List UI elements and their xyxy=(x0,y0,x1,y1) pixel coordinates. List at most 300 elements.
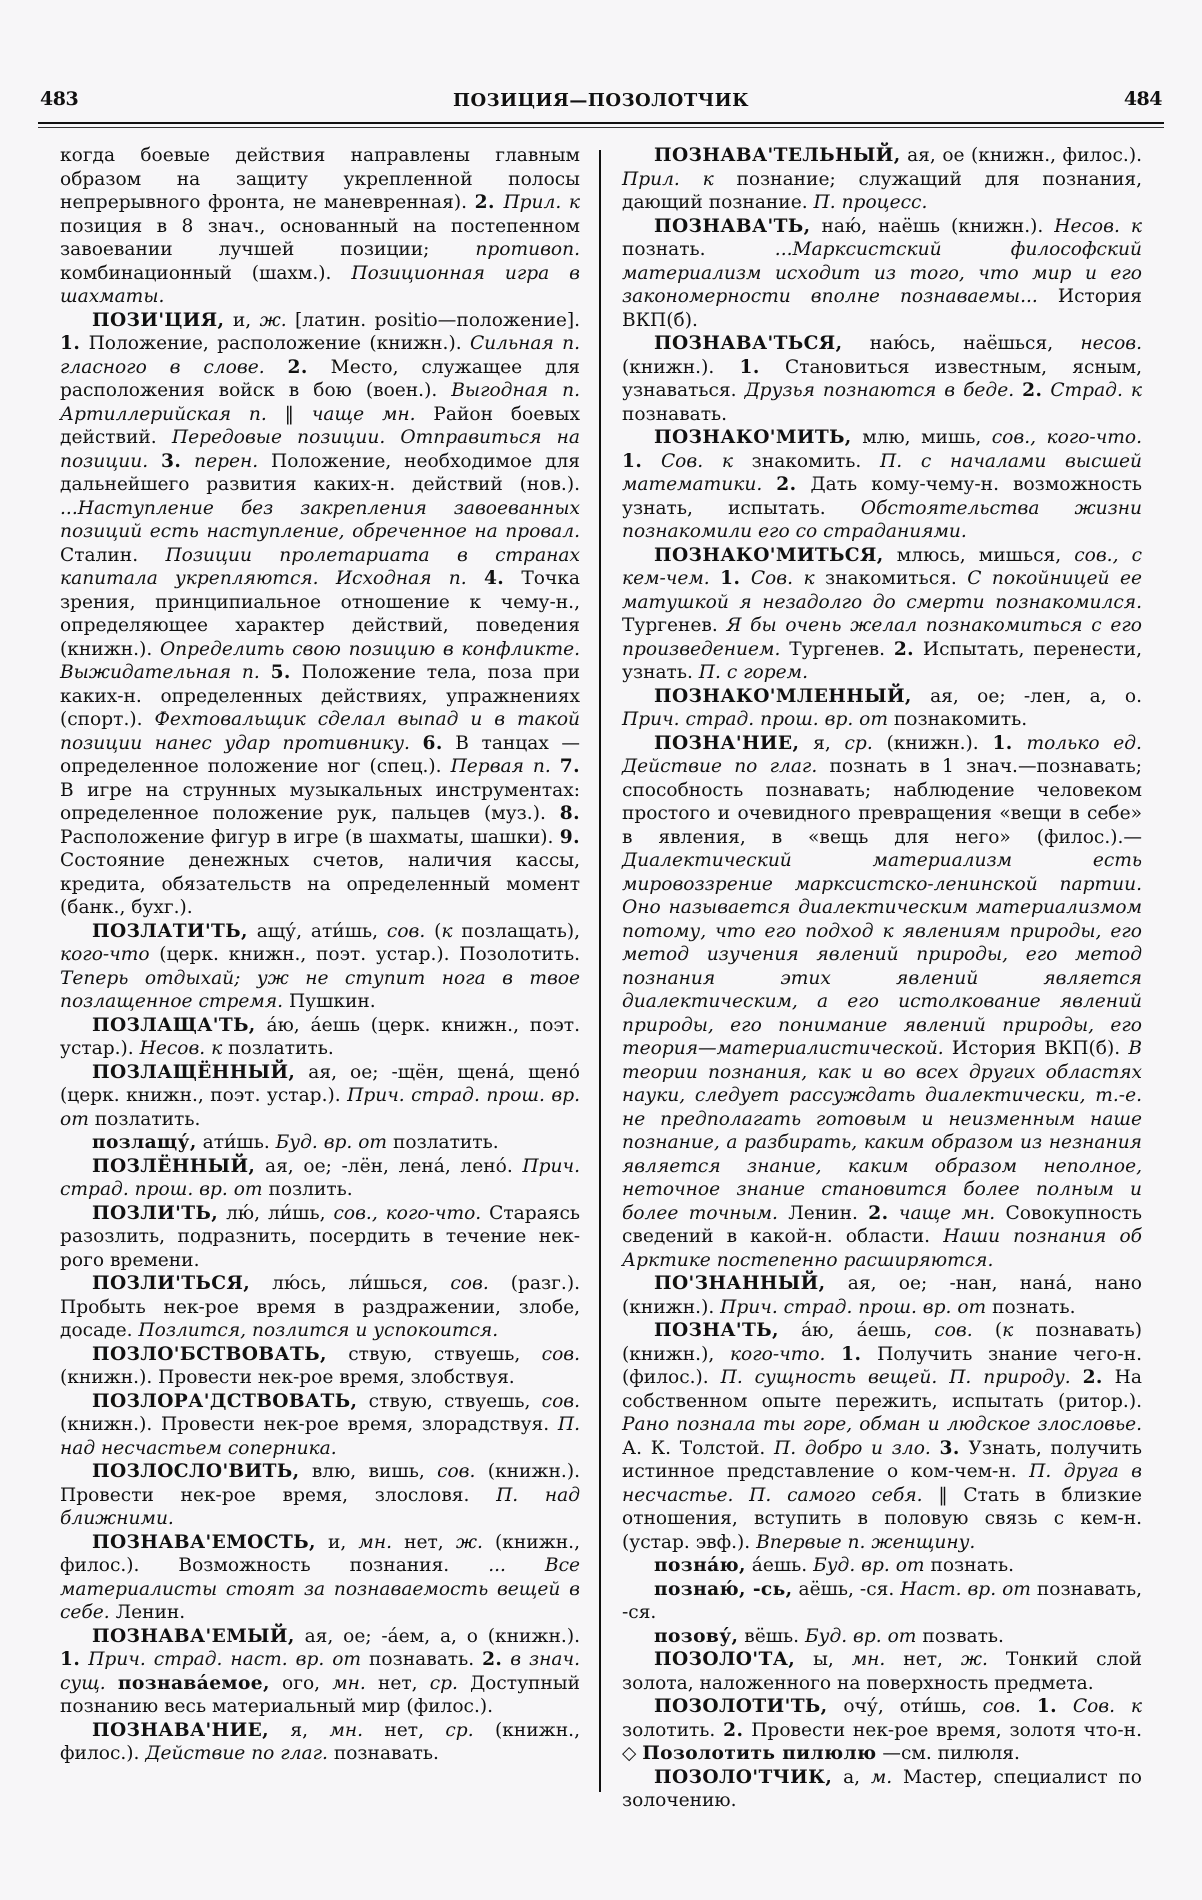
headword: ПОЗЛОРА'ДСТВОВАТЬ, xyxy=(92,1390,358,1412)
dictionary-entry xyxy=(60,1061,580,1132)
dictionary-entry xyxy=(622,1625,1142,1649)
entry-text: Прил. xyxy=(503,192,562,213)
entry-text: сов. xyxy=(541,1343,580,1365)
dictionary-entry xyxy=(60,1460,580,1531)
entry-text: а́ешь. xyxy=(745,1555,814,1576)
headword: ПОЗЛИ'ТЬСЯ, xyxy=(92,1273,251,1294)
entry-text: к xyxy=(441,920,453,942)
headword: ПОЗЛО'БСТВОВАТЬ, xyxy=(92,1343,327,1365)
dictionary-entry xyxy=(60,309,580,920)
entry-text: познать. xyxy=(924,1555,1014,1576)
headword: ПОЗНАКО'МЛЕННЫЙ, xyxy=(654,685,912,707)
entry-text: Несов. xyxy=(1054,215,1120,237)
entry-text: позлатить. xyxy=(387,1132,499,1153)
dictionary-entry xyxy=(622,1272,1142,1319)
entry-text xyxy=(762,474,776,495)
entry-text: познавать, -ся. xyxy=(622,1578,1142,1623)
entry-text: 1. xyxy=(60,1649,81,1670)
entry-text: Я бы очень желал познакомиться с его произведением. xyxy=(622,615,1142,660)
header-rule-thick xyxy=(38,122,1164,124)
entry-text: Расположение фигур в игре (в шахматы, шашки). xyxy=(60,826,560,848)
entry-text: Тонкий слой золота, наложенного на поверхность предмета. xyxy=(622,1649,1142,1694)
entry-text: чаще мн. xyxy=(311,403,416,425)
entry-text: нет, xyxy=(391,1531,456,1553)
entry-text: сов. xyxy=(934,1320,973,1341)
entry-text xyxy=(710,568,720,589)
entry-text: ствую, ствуешь, xyxy=(357,1390,542,1412)
entry-text xyxy=(642,451,661,472)
entry-text: когда боевые действия направлены главным образом на защиту укрепленной полосы непрерывного фронта, не маневренная). xyxy=(60,145,580,213)
entry-text: только ед. Действие по глаг. xyxy=(622,732,1142,777)
entry-text: А. К. Толстой. xyxy=(622,1437,775,1459)
entry-text: к xyxy=(1130,1696,1142,1717)
entry-text: очу́, оти́шь, xyxy=(827,1696,983,1717)
column-divider xyxy=(599,150,601,1792)
entry-text: Район боевых действий. xyxy=(60,403,580,448)
entry-text: я, xyxy=(269,1719,330,1741)
entry-text: ая, ое; -лён, лена́, лено́. xyxy=(255,1155,523,1177)
entry-text: сов. xyxy=(982,1696,1021,1717)
entry-text: знакомить. xyxy=(732,450,881,472)
entry-text: Впервые п. женщину. xyxy=(756,1531,976,1553)
entry-text xyxy=(1120,216,1131,237)
dictionary-entry xyxy=(622,1319,1142,1554)
entry-text xyxy=(1123,380,1131,401)
entry-text xyxy=(561,192,569,213)
headword: ПОЗЛЁННЫЙ, xyxy=(92,1155,256,1177)
entry-text: Совокупность сведений в какой-н. области. xyxy=(622,1202,1142,1247)
entry-text: ы, xyxy=(795,1649,852,1670)
entry-text xyxy=(740,568,750,589)
entry-text: В танцах — определенное положение ног (спец.). xyxy=(60,732,580,777)
entry-text: позвать. xyxy=(916,1625,1004,1647)
entry-text: познава́емое, xyxy=(117,1672,270,1694)
entry-text: а, xyxy=(832,1766,871,1788)
entry-text: 1. xyxy=(992,732,1013,754)
entry-text: (книжн.). xyxy=(872,732,993,754)
entry-text: П. над ближними. xyxy=(60,1484,581,1529)
entry-text: Действие по глаг. xyxy=(145,1743,328,1764)
entry-text: комбинационный (шахм.). xyxy=(60,262,352,284)
entry-text: (книжн.). Провести нек-рое время, злобствуя. xyxy=(60,1367,515,1388)
entry-text: ... Все материалисты стоят за познаваемость вещей в себе. xyxy=(60,1555,580,1623)
entry-text: ати́шь. xyxy=(196,1132,276,1153)
headword: ПОЗЛАЩЁННЫЙ, xyxy=(92,1061,296,1083)
entry-text: 3. xyxy=(161,450,182,472)
entry-text: Испытать, перенести, узнать. xyxy=(622,638,1142,683)
entry-text: и, xyxy=(315,1531,359,1553)
entry-text: противоп. xyxy=(475,239,580,260)
entry-text: ащу́, ати́шь, xyxy=(247,920,387,942)
headword: ПОЗОЛОТИ'ТЬ, xyxy=(654,1696,828,1717)
headword: ПОЗЛАТИ'ТЬ, xyxy=(92,920,248,942)
entry-text: нет, xyxy=(365,1672,430,1694)
entry-text: Положение, расположение (книжн.). xyxy=(80,333,470,354)
entry-text: 1. xyxy=(739,356,760,378)
entry-text: познать. xyxy=(622,239,775,260)
entry-text: 2. xyxy=(287,356,308,378)
entry-text: 1. xyxy=(1036,1696,1058,1717)
entry-text: 2. xyxy=(893,638,915,660)
entry-text: Положение тела, поза при каких-н. определенных действиях, упражнениях (спорт.). xyxy=(60,662,580,730)
entry-text: сов., кого-что. xyxy=(333,1202,482,1224)
headword: ПОЗОЛО'ТА, xyxy=(654,1649,796,1670)
entry-text: Несов. xyxy=(139,1038,206,1059)
entry-text: мн. xyxy=(332,1672,366,1694)
headword: позову́, xyxy=(654,1625,739,1647)
entry-text: Узнать, получить истинное представление о ком-чем-н. xyxy=(622,1437,1142,1482)
entry-text: Сильная п. гласного в слове. xyxy=(60,333,580,378)
entry-text: к xyxy=(1002,1320,1014,1341)
entry-text: к xyxy=(568,192,580,213)
entry-text: 8. xyxy=(559,803,580,824)
entry-text: сов. xyxy=(450,1273,489,1294)
entry-text: 1. xyxy=(841,1343,862,1365)
entry-text: мн. xyxy=(358,1531,392,1553)
entry-text: Прич. страд. прош. вр. от xyxy=(622,709,888,730)
headword: ПОЗОЛО'ТЧИК, xyxy=(654,1766,833,1788)
entry-text xyxy=(931,1438,940,1459)
entry-text: лю́, ли́шь, xyxy=(218,1202,334,1224)
entry-text: ж. xyxy=(960,1649,988,1670)
entry-text: История ВКП(б). xyxy=(622,286,1143,331)
entry-text: Позиции пролетариата в странах капитала укрепляются. Исходная п. xyxy=(60,544,580,589)
dictionary-entry xyxy=(622,144,1142,215)
entry-text: 2. xyxy=(482,1649,503,1670)
headword: ПОЗНАВА'ТЕЛЬНЫЙ, xyxy=(654,145,901,166)
dictionary-entry xyxy=(60,1202,580,1273)
dictionary-entry xyxy=(622,544,1142,685)
headword: ПОЗНАКО'МИТЬ, xyxy=(654,427,852,448)
entry-text: позлатить. xyxy=(88,1108,201,1130)
entry-text: Сов. xyxy=(660,450,704,472)
entry-text: П. сущность вещей. П. природу. xyxy=(720,1367,1071,1388)
entry-text: млю, мишь, xyxy=(851,427,992,448)
headword: ПОЗНАВА'ТЬСЯ, xyxy=(654,333,843,354)
column-right xyxy=(622,144,1142,1813)
headword: познаю́, -сь, xyxy=(654,1578,793,1600)
entry-text xyxy=(106,1673,118,1694)
entry-text: ср. xyxy=(429,1672,458,1694)
entry-text: кого-что xyxy=(60,944,150,965)
headword: ПОЗНАВА'ТЬ, xyxy=(654,215,811,237)
entry-text: Выгодная п. Артиллерийская п. xyxy=(60,380,581,425)
entry-text: 2. xyxy=(776,474,797,495)
entry-text: ‖ xyxy=(266,403,312,425)
dictionary-entry xyxy=(622,1695,1142,1766)
entry-text: Пушкин. xyxy=(283,991,376,1012)
entry-text: познавать. xyxy=(327,1743,439,1764)
entry-text: Прил. xyxy=(622,168,680,190)
entry-text: познать в 1 знач.—познавать; способность познавать; наблюдение человеком простого и очевидного превращения «вещи в себе» в явления, в «вещь для него» (филос.).— xyxy=(622,756,1142,848)
entry-text: ...Марксистский философский материализм исходит из того, что мир и его закономерности вполне познаваемы... xyxy=(622,239,1142,307)
dictionary-entry xyxy=(622,1578,1142,1625)
entry-text: а́ю, а́ешь, xyxy=(778,1320,935,1341)
entry-text: наю́сь, наёшься, xyxy=(842,333,1081,354)
entry-text xyxy=(793,568,803,589)
entry-text xyxy=(181,451,194,472)
headword: ПОЗЛАЩА'ТЬ, xyxy=(92,1014,256,1036)
entry-text: Друзья познаются в беде. xyxy=(744,380,1015,401)
entry-text xyxy=(889,1203,899,1224)
entry-text: —см. пилюля. xyxy=(876,1743,1020,1764)
entry-text: (разг.). Пробыть нек-рое время в раздражении, злобе, досаде. xyxy=(60,1273,580,1341)
dictionary-entry xyxy=(622,332,1142,426)
entry-text: Буд. вр. от xyxy=(813,1555,925,1576)
entry-text: Провести нек-рое время, золотя что-н. ◇ xyxy=(622,1719,1142,1764)
entry-text: История ВКП(б). xyxy=(943,1038,1129,1059)
entry-text: 2. xyxy=(1022,380,1043,401)
entry-text: чаще мн. xyxy=(898,1202,996,1224)
column-left xyxy=(60,144,580,1766)
entry-text xyxy=(1115,1696,1131,1717)
entry-text: ‖ Стать в близкие отношения, вступить в половую связь с кем-н. (устар. эвф.). xyxy=(622,1484,1142,1553)
entry-text: [латин. positio—положение]. xyxy=(286,309,581,331)
entry-text: Тургенев. xyxy=(780,638,894,660)
entry-text: (книжн., филос.). xyxy=(60,1719,580,1764)
entry-text: 2. xyxy=(474,192,504,213)
page-number-right: 484 xyxy=(1123,88,1162,110)
entry-text: (книжн., филос.). Возможность познания. xyxy=(60,1531,580,1576)
entry-text: В игре на струнных музыкальных инструментах: определенное положение рук, пальцев (муз.). xyxy=(60,779,580,824)
entry-text: Буд. вр. от xyxy=(275,1132,388,1153)
entry-text: Первая п. xyxy=(450,756,551,777)
entry-text: Дать кому-чему-н. возможность узнать, испытать. xyxy=(622,474,1142,519)
entry-text: вёшь. xyxy=(738,1625,805,1647)
entry-text: 3. xyxy=(939,1437,960,1459)
entry-text: золотить. xyxy=(622,1719,724,1741)
dictionary-entry xyxy=(60,1272,580,1343)
entry-text: Наст. вр. от xyxy=(900,1578,1031,1600)
headword: ПОЗЛОСЛО'ВИТЬ, xyxy=(92,1461,300,1482)
entry-text: 1. xyxy=(60,333,81,354)
dictionary-entry xyxy=(622,1766,1142,1813)
entry-text xyxy=(1071,1367,1083,1388)
entry-text: П. с горем. xyxy=(698,662,808,683)
entry-text: к xyxy=(702,168,714,190)
entry-text: сов. xyxy=(541,1390,580,1412)
entry-text: перен. xyxy=(194,450,259,472)
entry-text: Рано познала ты горе, обман и людское злословье. xyxy=(622,1414,1142,1435)
entry-text: ая, ое; -щён, щена́, щено́ (церк. книжн., поэт. устар.). xyxy=(60,1061,580,1106)
entry-text: Доступный познанию весь материальный мир (филос.). xyxy=(60,1672,580,1717)
entry-text xyxy=(1021,1696,1037,1717)
entry-text: С покойницей ее матушкой я незадолго до смерти познакомился. xyxy=(622,568,1142,613)
entry-text: познавать. xyxy=(361,1649,483,1670)
dictionary-entry xyxy=(622,1648,1142,1695)
entry-text: Фехтовальщик сделал выпад и в такой позиции нанес удар противнику. xyxy=(60,709,580,754)
entry-text: (книжн.). xyxy=(622,356,740,378)
entry-text: Наши познания об Арктике постепенно расширяются. xyxy=(622,1226,1142,1271)
running-head: ПОЗИЦИЯ—ПОЗОЛОТЧИК xyxy=(452,90,750,111)
entry-text: Позиционная игра в шахматы. xyxy=(60,262,580,307)
entry-text: сов., кого-что. xyxy=(991,427,1142,448)
entry-text: Позлится, позлится и успокоится. xyxy=(138,1320,499,1341)
entry-text: Мастер, специалист по золочению. xyxy=(622,1766,1142,1811)
entry-text: ж. xyxy=(455,1531,483,1553)
entry-text: Передовые позиции. Отправиться на позиции. xyxy=(60,427,580,472)
entry-text: ствую, ствуешь, xyxy=(326,1343,542,1365)
dictionary-entry xyxy=(622,685,1142,732)
entry-text: Становиться известным, ясным, узнаваться. xyxy=(622,356,1142,401)
entry-text: к xyxy=(1130,380,1142,401)
entry-text: ср. xyxy=(844,732,873,754)
entry-text: (книжн.). Провести нек-рое время, злорадствуя. xyxy=(60,1414,558,1435)
entry-text xyxy=(551,756,560,777)
entry-text: Тургенев. xyxy=(622,615,727,636)
headword: ПОЗНАВА'ЕМОСТЬ, xyxy=(92,1531,316,1553)
entry-text: мн. xyxy=(329,1719,364,1741)
entry-text: Определить свою позицию в конфликте. Выжидательная п. xyxy=(60,638,580,683)
entry-text: 2. xyxy=(723,1719,744,1741)
entry-text: 2. xyxy=(868,1202,889,1224)
headword: ПОЗНАВА'НИЕ, xyxy=(92,1719,270,1741)
entry-text: аёшь, -ся. xyxy=(792,1578,901,1600)
headword: ПОЗНАКО'МИТЬСЯ, xyxy=(654,544,884,566)
entry-text: а́ю, а́ешь (церк. книжн., поэт. устар.). xyxy=(60,1014,580,1059)
entry-text: мн. xyxy=(851,1649,886,1670)
entry-text xyxy=(825,1344,841,1365)
entry-text: Прич. страд. наст. вр. от xyxy=(88,1649,362,1670)
entry-text: сов. xyxy=(437,1461,476,1482)
entry-text: в знач. сущ. xyxy=(60,1649,580,1694)
entry-text xyxy=(260,662,271,683)
entry-text: На собственном опыте пережить, испытать (ритор.). xyxy=(622,1367,1142,1412)
entry-text: П. процесс. xyxy=(813,192,928,213)
entry-text: 1. xyxy=(720,568,741,589)
entry-text xyxy=(467,568,484,589)
entry-text: ср. xyxy=(445,1719,474,1741)
entry-text: ( xyxy=(425,920,442,942)
entry-text: и, xyxy=(224,309,260,331)
entry-text: к xyxy=(721,450,733,472)
entry-text: (книжн.). Провести нек-рое время, злословя. xyxy=(60,1461,580,1506)
entry-text: лю́сь, ли́шься, xyxy=(250,1273,451,1294)
dictionary-entry xyxy=(60,1343,580,1390)
entry-text: В теории познания, как и во всех других областях науки, следует рассуждать диалектически, т.-е. не предполагать готовым и неизменным наше познание, а разбирать, каким образом из незнания является знание, каким образом неполное, неточное знание становится более полным и более точным. xyxy=(622,1038,1142,1224)
entry-text: несов. xyxy=(1080,333,1142,354)
headword: ПОЗНАВА'ЕМЫЙ, xyxy=(92,1625,295,1647)
headword: позна́ю, xyxy=(654,1555,746,1576)
entry-text: к xyxy=(803,568,815,589)
entry-text: П. над несчастьем соперника. xyxy=(60,1414,580,1459)
entry-text: Состояние денежных счетов, наличия кассы, кредита, обязательств на определенный момент (банк., бухг.). xyxy=(60,850,580,918)
entry-text: Ленин. xyxy=(777,1202,869,1224)
dictionary-entry xyxy=(622,732,1142,1273)
entry-text: к xyxy=(211,1038,223,1059)
entry-text xyxy=(1014,380,1022,401)
dictionary-entry xyxy=(60,144,580,309)
entry-text: Теперь отдыхай; уж не ступит нога в твое позлащенное стремя. xyxy=(60,967,580,1012)
page-number-left: 483 xyxy=(40,88,79,110)
entry-text xyxy=(1057,1696,1073,1717)
entry-text: ая, ое (книжн., филос.). xyxy=(900,145,1142,166)
entry-text: 9. xyxy=(559,826,580,848)
entry-text: 2. xyxy=(1082,1367,1103,1388)
entry-text: нет, xyxy=(885,1649,961,1670)
entry-text: наю́, наёшь (книжн.). xyxy=(810,215,1055,237)
entry-text: Прич. страд. прош. вр. от xyxy=(60,1155,580,1200)
entry-text: сов. xyxy=(386,920,426,942)
entry-text: я, xyxy=(799,732,845,754)
entry-text: м. xyxy=(870,1766,893,1788)
headword: ПО'ЗНАННЫЙ, xyxy=(654,1273,826,1294)
entry-text xyxy=(703,451,722,472)
entry-text: Ленин. xyxy=(109,1602,186,1623)
entry-text: (церк. книжн., поэт. устар.). Позолотить. xyxy=(149,944,580,965)
entry-text: ж. xyxy=(259,309,287,331)
entry-text: Положение, необходимое для дальнейшего развития каких-н. действий (нов.). xyxy=(60,450,580,495)
entry-text xyxy=(410,733,423,754)
page-header xyxy=(40,88,1162,124)
dictionary-entry xyxy=(60,1155,580,1202)
entry-text: познакомить. xyxy=(888,709,1028,730)
entry-text: ого, xyxy=(269,1672,333,1694)
entry-text: Точка зрения, принципиальное отношение к чему-н., определяющее характер действий, поведения (книжн.). xyxy=(60,568,580,660)
entry-text: Стараясь разозлить, подразнить, посердить в течение нек-рого времени. xyxy=(60,1202,581,1271)
entry-text: Обстоятельства жизни познакомили его со страданиями. xyxy=(622,497,1143,542)
entry-text: 4. xyxy=(483,568,505,589)
entry-text xyxy=(1013,733,1027,754)
entry-text: Позолотить пилюлю xyxy=(642,1743,877,1764)
dictionary-entry xyxy=(60,1719,580,1766)
entry-text: 6. xyxy=(422,732,443,754)
dictionary-entry xyxy=(60,1625,580,1719)
entry-text: 5. xyxy=(270,662,291,683)
entry-text xyxy=(148,451,161,472)
entry-text: позлащать), xyxy=(452,920,581,942)
dictionary-entry xyxy=(622,215,1142,333)
headword: ПОЗЛИ'ТЬ, xyxy=(92,1202,219,1224)
headword: ПОЗИ'ЦИЯ, xyxy=(92,309,225,331)
entry-text: Сов. xyxy=(750,568,793,589)
entry-text: Буд. вр. от xyxy=(805,1625,917,1647)
entry-text: познание; служащий для познания, дающий познание. xyxy=(622,168,1142,213)
entry-text: ая, ое; -лен, а, о. xyxy=(911,685,1142,707)
entry-text: ( xyxy=(972,1320,1003,1341)
entry-text: сов., с кем-чем. xyxy=(622,544,1143,589)
entry-text: Получить знание чего-н. (филос.). xyxy=(622,1343,1142,1388)
entry-text: Сов. xyxy=(1072,1696,1116,1717)
headword: ПОЗНА'НИЕ, xyxy=(654,732,800,754)
entry-text: познать. xyxy=(986,1296,1076,1318)
entry-text: нет, xyxy=(363,1719,446,1741)
dictionary-entry xyxy=(60,1531,580,1625)
entry-text: знакомиться. xyxy=(814,568,968,589)
entry-text xyxy=(265,357,288,378)
dictionary-entry xyxy=(60,1014,580,1061)
entry-text: кого-что. xyxy=(729,1343,826,1365)
entry-text: П. с началами высшей математики. xyxy=(622,450,1142,495)
headword: ПОЗНА'ТЬ, xyxy=(654,1320,779,1341)
entry-text: позиция в 8 знач., основанный на постепенном завоевании лучшей позиции; xyxy=(60,215,580,260)
entry-text: ая, ое; -нан, нана́, нано (книжн.). xyxy=(622,1273,1142,1318)
entry-text: позлить. xyxy=(262,1179,353,1200)
entry-text: к xyxy=(1130,215,1142,237)
entry-text: Диалектический материализм есть мировоззрение марксистско-ленинской партии. Оно называется диалектическим материализмом потому, что его подход к явлениям природы, его метод изучения явлений природы, его метод познания этих явлений является диалектическим, а его истолкование явлений природы, его понимание явлений природы, его теория—материалистической. xyxy=(622,850,1142,1059)
entry-text: Прич. страд. прош. вр. от xyxy=(60,1085,581,1130)
entry-text: ...Наступление без закрепления завоеванных позиций есть наступление, обреченное на провал. xyxy=(60,497,580,542)
entry-text: Страд. xyxy=(1050,380,1123,401)
entry-text: П. добро и зло. xyxy=(774,1437,931,1459)
entry-text: позлатить. xyxy=(222,1038,334,1059)
dictionary-entry xyxy=(60,920,580,1014)
entry-text: Прич. страд. прош. вр. от xyxy=(720,1296,987,1318)
header-rule-thin xyxy=(38,127,1164,128)
entry-text: ая, ое; -а́ем, а, о (книжн.). xyxy=(294,1625,580,1647)
entry-text: П. друга в несчастье. П. самого себя. xyxy=(622,1461,1142,1506)
entry-text: познавать. xyxy=(622,403,728,425)
